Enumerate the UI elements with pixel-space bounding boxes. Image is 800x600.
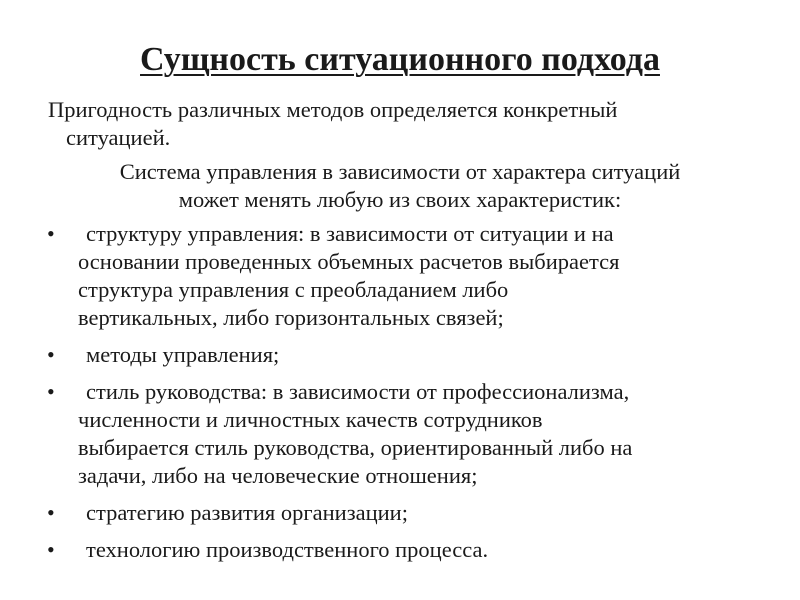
slide-title: Сущность ситуационного подхода [140,41,660,78]
intro-paragraph [48,96,748,152]
list-item-text [78,341,775,369]
list-item-line: технологию производственного процесса. [86,537,489,562]
list-item-line: стратегию развития организации; [86,500,408,525]
list-item-line: выбирается стиль руководства, ориентированный либо на [78,435,633,460]
system-line-2: может менять любую из своих характеристик: [178,187,622,212]
list-item-strategy [30,499,775,527]
list-item-line: задачи, либо на человеческие отношения; [78,463,478,488]
list-item-line: вертикальных, либо горизонтальных связей; [78,305,504,330]
list-item-line: структуру управления: в зависимости от ситуации и на [86,221,614,246]
list-item-line: численности и личностных качеств сотрудников [78,407,543,432]
intro-line-2: ситуацией. [66,125,171,150]
bullet-icon: • [47,500,55,525]
list-item-line: структура управления с преобладанием либо [78,277,509,302]
list-item-line: методы управления; [86,342,280,367]
list-item-text [78,499,775,527]
list-item-structure [30,220,775,332]
bullet-icon: • [47,537,55,562]
bullet-icon: • [47,221,55,246]
list-item-text [78,220,775,332]
list-item-technology [30,536,775,564]
intro-line-1: Пригодность различных методов определяется конкретный [48,97,618,122]
list-item-line: стиль руководства: в зависимости от профессионализма, [86,379,630,404]
list-item-text [78,536,775,564]
list-item-style [30,378,775,490]
list-item-methods [30,341,775,369]
list-item-line: основании проведенных объемных расчетов выбирается [78,249,620,274]
system-line-1: Система управления в зависимости от характера ситуаций [119,159,681,184]
list-item-text [78,378,775,490]
bullet-icon: • [47,342,55,367]
bullet-icon: • [47,379,55,404]
system-paragraph [30,158,770,214]
characteristics-list [30,220,775,573]
